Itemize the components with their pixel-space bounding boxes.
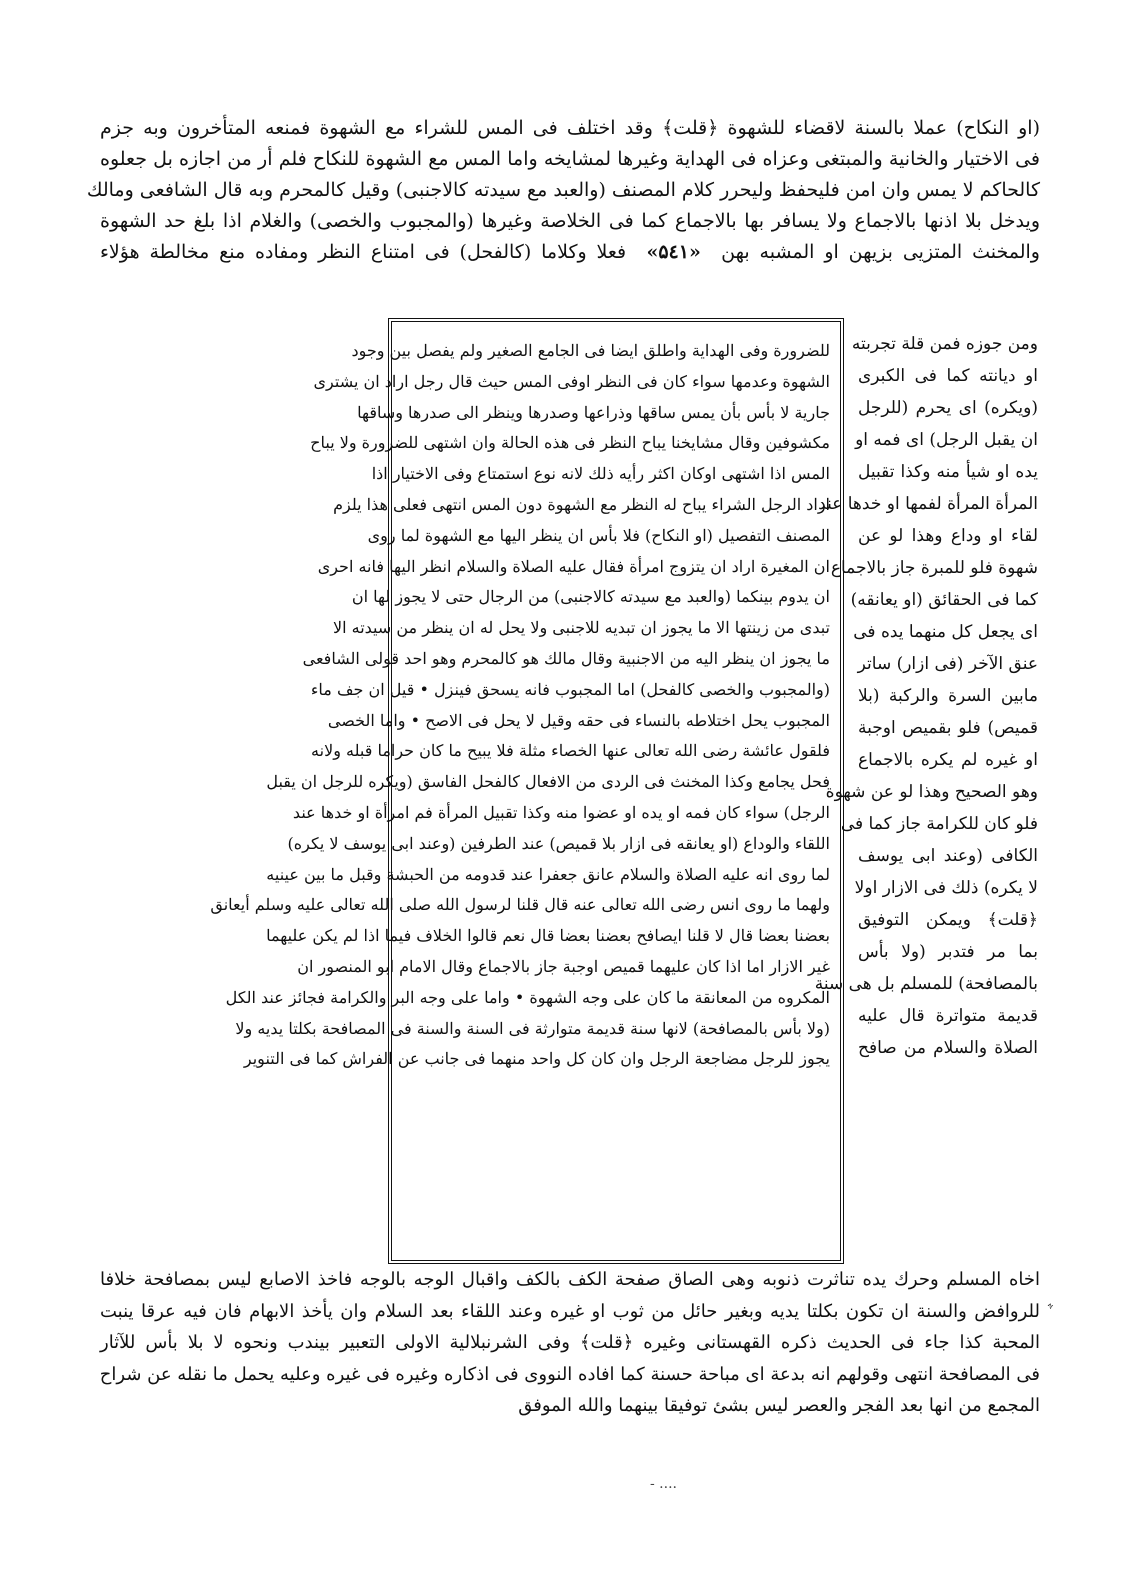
page-number-marker: «۵٤١» [636,241,712,263]
text-line: للروافض والسنة ان تكون بكلتا يديه وبغير حائل من ثوب او غيره وعند اللقاء بعد السلام وان يأخذ الابهام فان فيه عرقا ينبت [100,1300,1040,1322]
boxed-commentary [210,318,844,1264]
text-line: غير الازار اما اذا كان عليهما قميص اوجبة جاز بالاجماع وقال الامام ابو المنصور ان [297,956,830,976]
text-line: يجوز للرجل مضاجعة الرجل وان كان كل واحد منهما فى جانب عن الفراش كما فى التنوير [243,1049,830,1069]
text-line: فى المصافحة انتهى وقولهم انه بدعة اى مباحة حسنة كما افاده النووى فى اذكاره وغيره فى غيره وعليه يحمل ما نقله عن شراح [99,1363,1040,1385]
text-line: لقاء او وداع وهذا لو عن [858,526,1038,546]
bottom-text-block [100,1264,1040,1422]
text-line: او غيره لم يكره بالاجماع [858,750,1038,770]
marker-line-suffix: فعلا وكلاما (كالفحل) فى امتناع النظر ومفاده منع مخالطة هؤلاء [100,241,627,263]
text-line: ما يجوز ان ينظر اليه من الاجنبية وقال مالك هو كالمحرم وهو احد قولى الشافعى [302,648,830,668]
text-line: شهوة فلو للمبرة جاز بالاجماع [830,558,1038,578]
text-line: الشهوة وعدمها سواء كان فى النظر اوفى المس حيث قال رجل اراد ان يشترى [313,371,830,391]
text-line: اراد الرجل الشراء يباح له النظر مع الشهوة دون المس انتهى فعلى هذا يلزم [333,494,830,514]
page-number: ۵٤١ [658,241,689,263]
text-line: ان المغيرة اراد ان يتزوج امرأة فقال عليه الصلاة والسلام انظر اليها فانه احرى [317,556,830,576]
page-footer: - .... [650,1476,677,1492]
text-line: لما روى انه عليه الصلاة والسلام عانق جعفرا عند قدومه من الحبشة وقبل ما بين عينيه [266,864,830,884]
text-line: المجبوب يحل اختلاطه بالنساء فى حقه وقيل لا يحل فى الاصح • واما الخصى [327,710,830,730]
text-line: جارية لا بأس بأن يمس ساقها وذراعها وصدرها وينظر الى صدرها وساقها [357,402,830,422]
text-line: كالحاكم لا يمس وان امن فليحفظ وليحرر كلام المصنف (والعبد مع سيدته كالاجنبى) وقيل كالمحرم وبه قال الشافعى ومالك [86,179,1040,201]
text-line: اللقاء والوداع (او يعانقه فى ازار بلا قميص) عند الطرفين (وعند ابى يوسف لا يكره) [287,833,830,853]
text-line: مابين السرة والركبة (بلا [858,686,1038,706]
text-line: اخاه المسلم وحرك يده تناثرت ذنوبه وهى الصاق صفحة الكف بالكف واقبال الوجه بالوجه فاخذ الاصابع ليس بمصافحة خلافا [100,1269,1040,1290]
text-line: بعضنا بعضا قال لا قلنا ايصافح بعضنا بعضا قال نعم قالوا الخلاف فيما اذا لم يكن عليهما [266,926,830,946]
text-line: الرجل) سواء كان فمه او يده او عضوا منه وكذا تقبيل المرأة فم امرأة او خدها عند [292,802,830,822]
text-line: فحل يجامع وكذا المخنث فى الردى من الافعال كالفحل الفاسق (ويكره للرجل ان يقبل [266,772,830,792]
text-line: المصنف التفصيل (او النكاح) فلا بأس ان ينظر اليها مع الشهوة لما روى [367,525,830,545]
text-line: ولهما ما روى انس رضى الله تعالى عنه قال قلنا لرسول الله صلى الله تعالى عليه وسلم أيعانق [210,895,830,915]
margin-mark: ﮩ [1048,1294,1053,1310]
text-line: ﴿قلت﴾ ويمكن التوفيق [858,910,1038,930]
marker-line-prefix: والمخنث المتزيى بزيهن او المشبه بهن [721,241,1040,263]
text-line: (ولا بأس بالمصافحة) لانها سنة قديمة متوارثة فى السنة والسنة فى المصافحة بكلتا يديه ولا [235,1018,830,1038]
text-line: او ديانته كما فى الكبرى [858,366,1038,386]
text-line: الصلاة والسلام من صافح [858,1038,1038,1058]
text-line: كما فى الحقائق (او يعانقه) [850,590,1038,610]
text-line: وهو الصحيح وهذا لو عن شهوة [825,782,1038,802]
text-line: فى الاختيار والخانية والمبتغى وعزاه فى الهداية وغيرها لمشايخه واما المس مع الشهوة للنكاح فلم أر من اجازه بل جعلوه [100,148,1040,170]
page-marker-line [100,237,1040,268]
text-line: للضرورة وفى الهداية واطلق ايضا فى الجامع الصغير ولم يفصل بين وجود [351,341,830,360]
text-line: (والمجبوب والخصى كالفحل) اما المجبوب فانه يسحق فينزل • قيل ان جف ماء [310,679,830,699]
text-line: مكشوفين وقال مشايخنا يباح النظر فى هذه الحالة وان اشتهى للضرورة ولا يباح [310,433,830,453]
text-line: ان يدوم بينكما (والعبد مع سيدته كالاجنبى) من الرجال حتى لا يجوز لها ان [351,587,830,607]
text-line: المكروه من المعانقة ما كان على وجه الشهوة • واما على وجه البر والكرامة فجائز عند الكل [225,987,830,1007]
text-line: تبدى من زينتها الا ما يجوز ان تبديه للاجنبى ولا يحل له ان ينظر من سيدته الا [332,618,830,638]
text-line: ويدخل بلا اذنها بالاجماع ولا يسافر بها بالاجماع كما فى الخلاصة وغيرها (والمجبوب والخصى) والغلام اذا بلغ حد الشهوة [100,210,1040,232]
text-line: (ويكره) اى يحرم (للرجل [858,398,1038,418]
text-line: عنق الآخر (فى ازار) ساتر [857,654,1038,674]
text-line: ان يقبل الرجل) اى فمه او [855,430,1038,450]
text-line: المرأة المرأة لفمها او خدها عند [818,494,1038,514]
text-line: يده او شيأ منه وكذا تقبيل [858,462,1038,482]
text-line: بالمصافحة) للمسلم بل هى سنة [814,974,1038,994]
text-line: ومن جوزه فمن قلة تجربته [851,334,1038,354]
text-line: المحبة كذا جاء فى الحديث ذكره القهستانى وغيره ﴿قلت﴾ وفى الشرنبلالية الاولى التعبير بيندب ونحوه لا بلا بأس للآثار [100,1332,1040,1353]
text-line: (او النكاح) عملا بالسنة لاقضاء للشهوة ﴿قلت﴾ وقد اختلف فى المس للشراء مع الشهوة فمنعه المتأخرون وبه جزم [100,117,1040,139]
text-line: اى يجعل كل منهما يده فى [853,622,1038,642]
text-line: المجمع من انها بعد الفجر والعصر ليس بشئ توفيقا بينهما والله الموفق [518,1395,1040,1416]
top-text-block [86,113,1040,268]
side-text-column [814,328,1038,1064]
text-line: بما مر فتدبر (ولا بأس [858,942,1038,962]
text-line: المس اذا اشتهى اوكان اكثر رأيه ذلك لانه نوع استمتاع وفى الاختيار اذا [371,464,830,484]
text-line: فلو كان للكرامة جاز كما فى [840,814,1038,834]
text-line: قميص) فلو بقميص اوجبة [858,718,1038,738]
text-line: الكافى (وعند ابى يوسف [858,846,1038,866]
text-line: قديمة متواترة قال عليه [858,1006,1038,1026]
text-line: لا يكره) ذلك فى الازار اولا [854,878,1038,898]
text-line: فلقول عائشة رضى الله تعالى عنها الخصاء مثلة فلا يبيح ما كان حراما قبله ولانه [311,741,830,761]
